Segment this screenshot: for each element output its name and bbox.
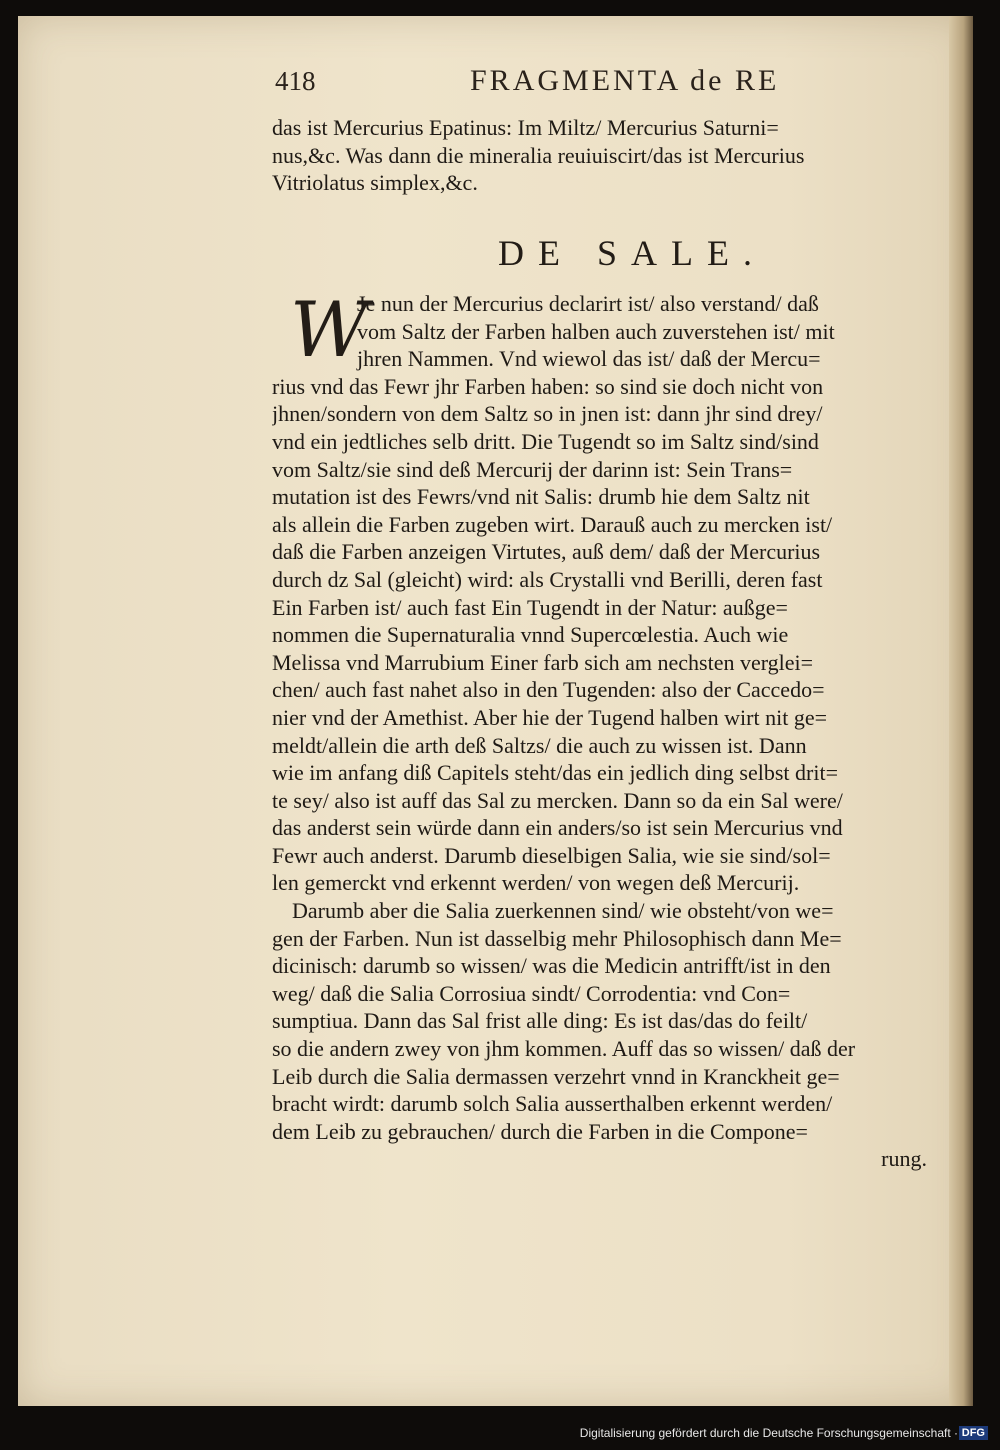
text-line: nommen die Supernaturalia vnnd Supercœlestia. Auch wie: [272, 622, 789, 648]
page-header: [275, 60, 795, 104]
text-line: jhnen/sondern von dem Saltz so in jnen ist: dann jhr sind drey/: [272, 401, 823, 427]
footer-credit: Digitalisierung gefördert durch die Deutsche Forschungsgemeinschaft ·: [579, 1426, 958, 1440]
text-line: Leib durch die Salia dermassen verzehrt vnnd in Kranckheit ge=: [272, 1063, 840, 1089]
text-line: das ist Mercurius Epatinus: Im Miltz/ Mercurius Saturni=: [272, 115, 779, 140]
section-heading: DE SALE.: [498, 233, 766, 273]
text-line: te sey/ also ist auff das Sal zu mercken. Dann so da ein Sal were/: [272, 787, 843, 813]
digitization-footer: [0, 1418, 1000, 1450]
text-line: mutation ist des Fewrs/vnd nit Salis: drumb hie dem Saltz nit: [272, 484, 810, 510]
running-title: FRAGMENTA de RE: [470, 64, 780, 97]
text-line: bracht wirdt: darumb solch Salia ausserthalben erkennt werden/: [272, 1091, 833, 1117]
text-line: len gemerckt vnd erkennt werden/ von wegen deß Mercurij.: [272, 870, 800, 896]
text-line: vom Saltz der Farben halben auch zuverstehen ist/ mit: [357, 318, 835, 344]
text-line: Fewr auch anderst. Darumb dieselbigen Salia, wie sie sind/sol=: [272, 842, 831, 868]
text-line: rius vnd das Fewr jhr Farben haben: so sind sie doch nicht von: [272, 373, 824, 399]
drop-cap: W: [290, 285, 369, 374]
text-line: Ein Farben ist/ auch fast Ein Tugendt in der Natur: außge=: [272, 594, 788, 620]
text-line: dem Leib zu gebrauchen/ durch die Farben in die Compone=: [272, 1118, 808, 1144]
text-line: gen der Farben. Nun ist dasselbig mehr Philosophisch dann Me=: [272, 925, 842, 951]
continued-paragraph: [272, 114, 962, 197]
text-line: durch dz Sal (gleicht) wird: als Crystalli vnd Berilli, deren fast: [272, 566, 823, 592]
text-line: Je nun der Mercurius declarirt ist/ also verstand/ daß: [357, 291, 819, 316]
text-line: nier vnd der Amethist. Aber hie der Tugend halben wirt nit ge=: [272, 704, 827, 730]
text-line: jhren Nammen. Vnd wiewol das ist/ daß der Mercu=: [357, 346, 821, 372]
text-line: als allein die Farben zugeben wirt. Darauß auch zu mercken ist/: [272, 511, 833, 537]
text-line: das anderst sein würde dann ein anders/so ist sein Mercurius vnd: [272, 815, 843, 841]
text-line: Vitriolatus simplex,&c.: [272, 170, 478, 196]
text-line: so die andern zwey von jhm kommen. Auff das so wissen/ daß der: [272, 1036, 856, 1062]
catchword: rung.: [881, 1146, 927, 1172]
text-line: chen/ auch fast nahet also in den Tugenden: also der Caccedo=: [272, 677, 825, 703]
text-line: sumptiua. Dann das Sal frist alle ding: Es ist das/das do feilt/: [272, 1008, 808, 1034]
text-line: meldt/allein die arth deß Saltzs/ die auch zu wissen ist. Dann: [272, 732, 807, 758]
text-line: weg/ daß die Salia Corrosiua sindt/ Corrodentia: vnd Con=: [272, 980, 791, 1006]
body-text: [272, 285, 962, 1173]
text-line: vom Saltz/sie sind deß Mercurij der darinn ist: Sein Trans=: [272, 456, 793, 482]
text-line: Darumb aber die Salia zuerkennen sind/ wie obsteht/von we=: [292, 898, 834, 924]
text-line: daß die Farben anzeigen Virtutes, auß dem/ daß der Mercurius: [272, 539, 821, 565]
text-line: wie im anfang diß Capitels steht/das ein jedlich ding selbst drit=: [272, 760, 838, 786]
page-number: 418: [275, 66, 316, 96]
text-line: nus,&c. Was dann die mineralia reuiuiscirt/das ist Mercurius: [272, 142, 805, 168]
dfg-logo: DFG: [959, 1426, 988, 1440]
text-line: Melissa vnd Marrubium Einer farb sich am nechsten verglei=: [272, 649, 814, 675]
text-line: vnd ein jedtliches selb dritt. Die Tugendt so im Saltz sind/sind: [272, 428, 819, 454]
text-line: dicinisch: darumb so wissen/ was die Medicin antrifft/ist in den: [272, 953, 831, 979]
